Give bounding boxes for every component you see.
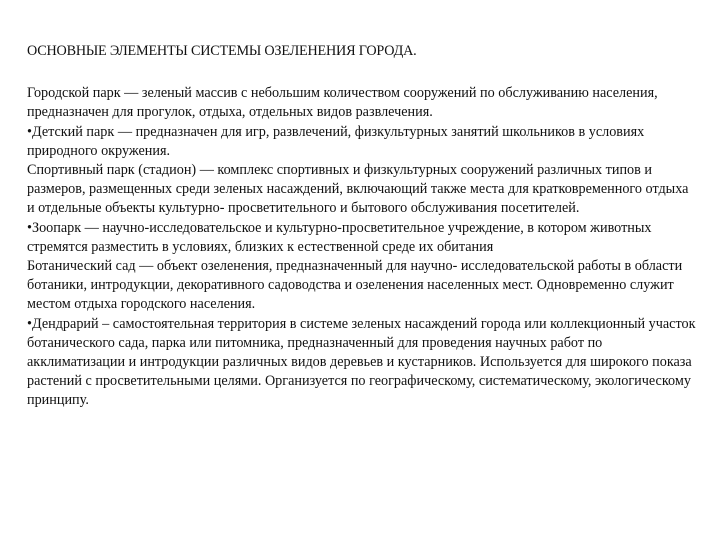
slide-title: ОСНОВНЫЕ ЭЛЕМЕНТЫ СИСТЕМЫ ОЗЕЛЕНЕНИЯ ГОРОДА. <box>27 43 417 59</box>
paragraph-zoo: •Зоопарк — научно-исследовательское и культурно-просветительное учреждение, в котором животных стремятся разместить в условиях, близких к естественной среде их обитания <box>27 219 652 255</box>
paragraph-botanical-garden: Ботанический сад — объект озеленения, предназначенный для научно- исследовательской работы в области ботаники, интродукции, декоративного садоводства и озеленения населенных мест. Одновременно служит местом отдыха городского населения. <box>27 258 683 313</box>
paragraph-children-park: •Детский парк — предназначен для игр, развлечений, физкультурных занятий школьников в условиях природного окружения. <box>27 123 645 159</box>
slide-content <box>27 42 699 411</box>
paragraph-arboretum: •Дендрарий – самостоятельная территория в системе зеленых насаждений города или коллекционный участок ботанического сада, парка или питомника, предназначенный для проведения научных работ по акклиматизации и интродукции различных видов деревьев и кустарников. Используется для широкого показа растений с просветительными целями. Организуется по географическому, систематическому, экологическому принципу. <box>27 315 696 409</box>
paragraph-sports-park: Спортивный парк (стадион) — комплекс спортивных и физкультурных сооружений различных типов и размеров, размещенных среди зеленых насаждений, включающий также места для кратковременного отдыха и отдельные объекты культурно- просветительного и бытового обслуживания посетителей. <box>27 162 689 217</box>
paragraph-city-park: Городской парк — зеленый массив с небольшим количеством сооружений по обслуживанию населения, предназначен для прогулок, отдыха, отдельных видов развлечения. <box>27 85 658 121</box>
